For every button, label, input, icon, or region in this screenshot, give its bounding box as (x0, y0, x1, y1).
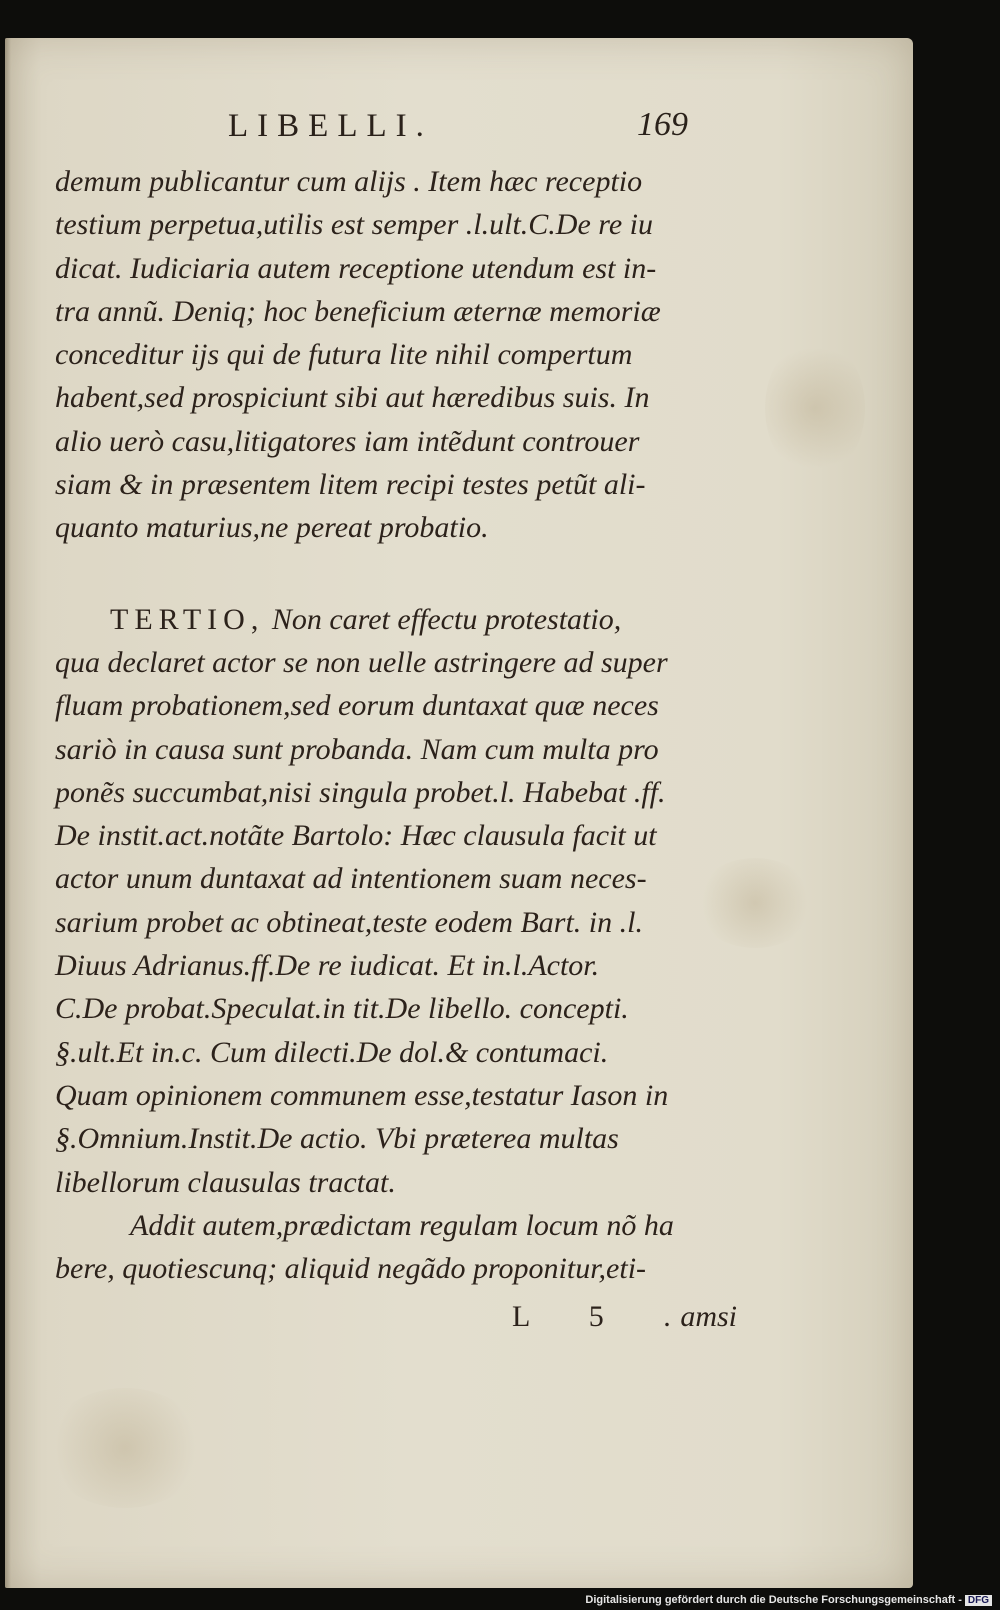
body-text (55, 160, 735, 1290)
text-line: tra annũ. Deniq; hoc beneficium æternæ memoriæ (55, 294, 661, 328)
text-line: De instit.act.notãte Bartolo: Hæc clausula facit ut (55, 819, 657, 853)
text-line: testium perpetua,utilis est semper .l.ult.C.De re iu (55, 208, 653, 242)
paper-stain (765, 338, 865, 478)
text-line: alio uerò casu,litigatores iam intẽdunt controuer (55, 424, 640, 458)
credit-text: Digitalisierung gefördert durch die Deutsche Forschungsgemeinschaft - (585, 1594, 962, 1606)
text-line: siam & in præsentem litem recipi testes petũt ali- (55, 468, 646, 502)
text-line: §.ult.Et in.c. Cum dilecti.De dol.& contumaci. (55, 1035, 609, 1069)
text-line: ponẽs succumbat,nisi singula probet.l. Habebat .ff. (55, 775, 666, 809)
text-line: conceditur ijs qui de futura lite nihil compertum (55, 338, 633, 372)
page-gutter-shadow (5, 38, 11, 1588)
page-header (228, 108, 688, 152)
text-line: demum publicantur cum alijs . Item hæc receptio (55, 165, 643, 198)
text-line: fluam probationem,sed eorum duntaxat quæ neces (55, 689, 659, 723)
signature-and-catchword (512, 1300, 737, 1342)
text-line: dicat. Iudiciaria autem receptione utendum est in- (55, 251, 657, 285)
digitization-credit (585, 1594, 992, 1606)
text-line: actor unum duntaxat ad intentionem suam neces- (55, 862, 647, 896)
dfg-logo: DFG (965, 1595, 992, 1606)
text-line: libellorum clausulas tractat. (55, 1165, 396, 1199)
running-title: LIBELLI. (228, 108, 433, 144)
text-line (55, 598, 735, 641)
text-line: habent,sed prospiciunt sibi aut hæredibus suis. In (55, 381, 650, 415)
text-line: Quam opinionem communem esse,testatur Iason in (55, 1078, 669, 1112)
text-span: Non caret effectu protestatio, (271, 602, 622, 636)
catchword: amsi (680, 1300, 737, 1333)
text-line: bere, quotiescunq; aliquid negãdo proponitur,eti- (55, 1252, 647, 1286)
text-line: quanto maturius,ne pereat probatio. (55, 511, 489, 545)
paragraph-lead-word: TERTIO, (110, 602, 265, 636)
text-line: qua declaret actor se non uelle astringere ad super (55, 645, 668, 679)
page-number: 169 (637, 106, 688, 143)
signature-mark: L 5 . (512, 1300, 697, 1333)
paper-stain (45, 1388, 205, 1508)
text-line: sariò in causa sunt probanda. Nam cum multa pro (55, 732, 659, 766)
text-line: §.Omnium.Instit.De actio. Vbi præterea multas (55, 1122, 619, 1156)
text-line: C.De probat.Speculat.in tit.De libello. concepti. (55, 992, 629, 1026)
text-line: Diuus Adrianus.ff.De re iudicat. Et in.l.Actor. (55, 949, 600, 983)
paragraph-gap (55, 550, 735, 598)
text-line: Addit autem,prædictam regulam locum nõ ha (130, 1208, 674, 1242)
text-line: sarium probet ac obtineat,teste eodem Bart. in .l. (55, 905, 643, 939)
